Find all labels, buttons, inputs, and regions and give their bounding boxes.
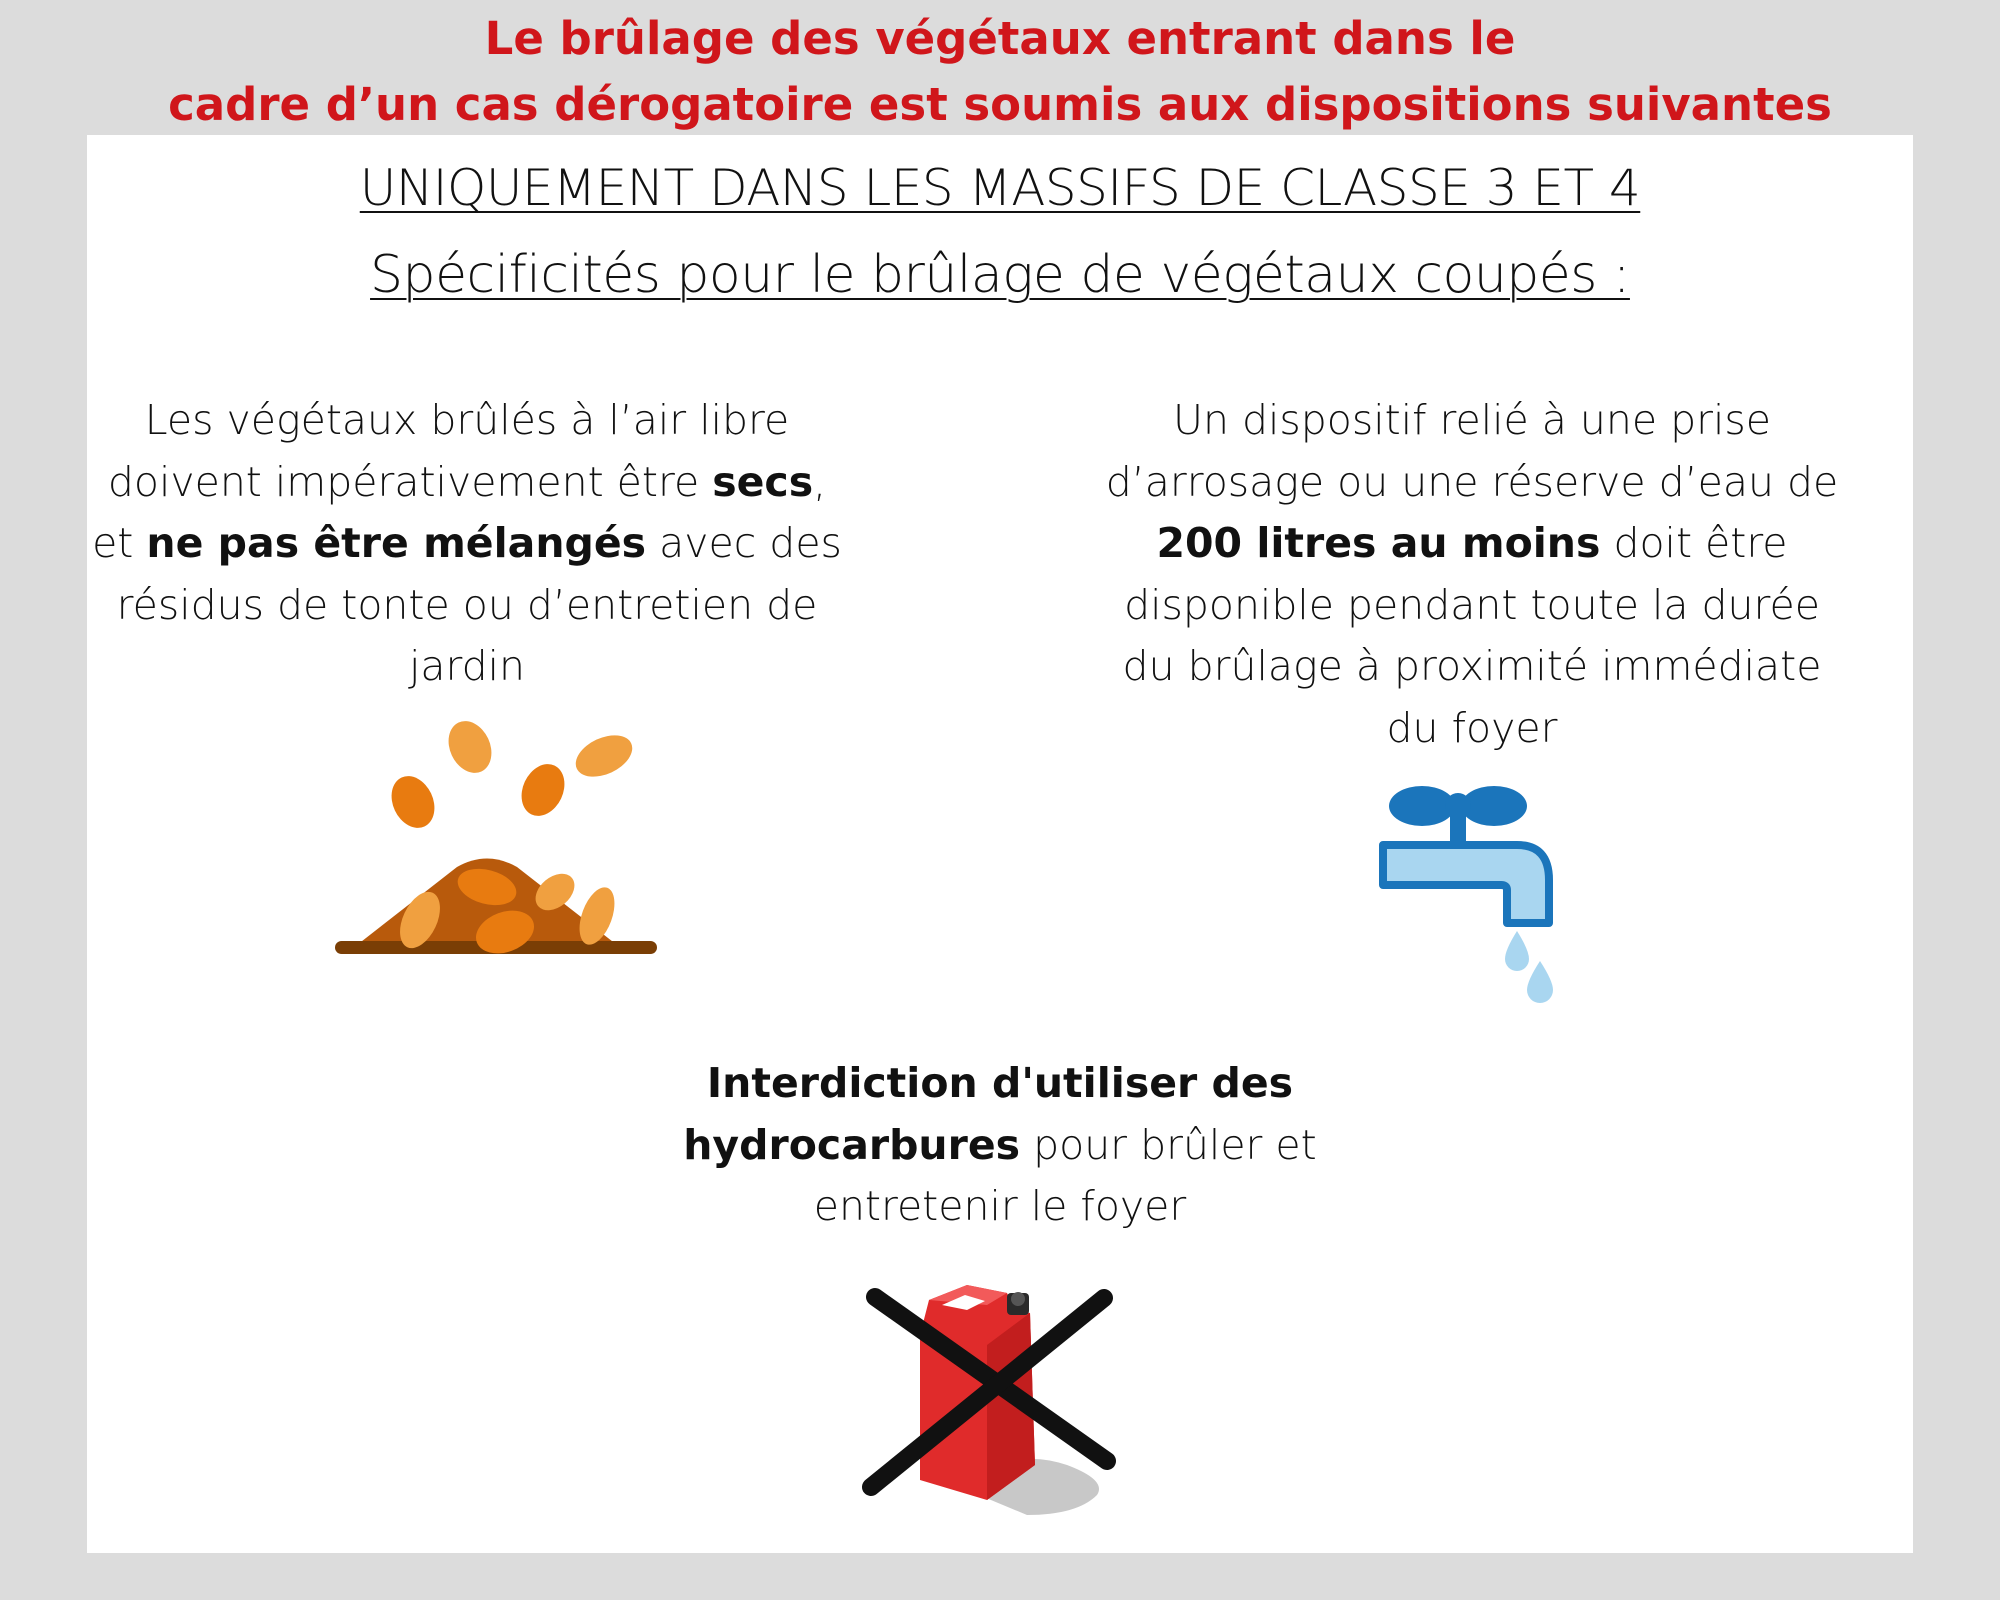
- rule-text: doit être disponible pendant toute la durée du brûlage à proximité immédiate du foyer: [1122, 519, 1822, 752]
- rule-text: Un dispositif relié à une prise d’arrosage ou une réserve d’eau de: [1105, 396, 1839, 506]
- section-heading-specificities: Spécificités pour le brûlage de végétaux coupés :: [370, 245, 1630, 305]
- rule-emphasis: ne pas être mélangés: [146, 519, 647, 567]
- rule-text: , et: [92, 457, 827, 567]
- water-tap-icon: [1377, 785, 1577, 1155]
- dry-leaves-pile-icon: [307, 720, 687, 990]
- page-title-line-2: cadre d’un cas dérogatoire est soumis aux dispositions suivantes: [168, 78, 1832, 131]
- rule-emphasis: Interdiction d'utiliser des hydrocarbures: [683, 1059, 1294, 1169]
- rule-emphasis: secs: [712, 457, 814, 506]
- rule-emphasis: 200 litres au moins: [1156, 519, 1601, 567]
- page-title-line-1: Le brûlage des végétaux entrant dans le: [484, 12, 1516, 65]
- page-title: [0, 6, 2000, 138]
- hydrocarbon-ban-rule: [650, 1053, 1350, 1238]
- content-panel: [87, 135, 1913, 1553]
- rule-text: avec des résidus de tonte ou d’entretien de jardin: [116, 519, 842, 690]
- rule-text: pour brûler et entretenir le foyer: [813, 1120, 1317, 1230]
- dry-vegetation-rule: [87, 390, 847, 698]
- water-supply-rule: [1102, 390, 1842, 759]
- rule-text: Les végétaux brûlés à l’air libre doivent impérativement être: [107, 396, 790, 506]
- crossed-out-jerrycan-icon: [857, 1265, 1127, 1525]
- section-heading-classes: UNIQUEMENT DANS LES MASSIFS DE CLASSE 3 ET 4: [359, 159, 1641, 217]
